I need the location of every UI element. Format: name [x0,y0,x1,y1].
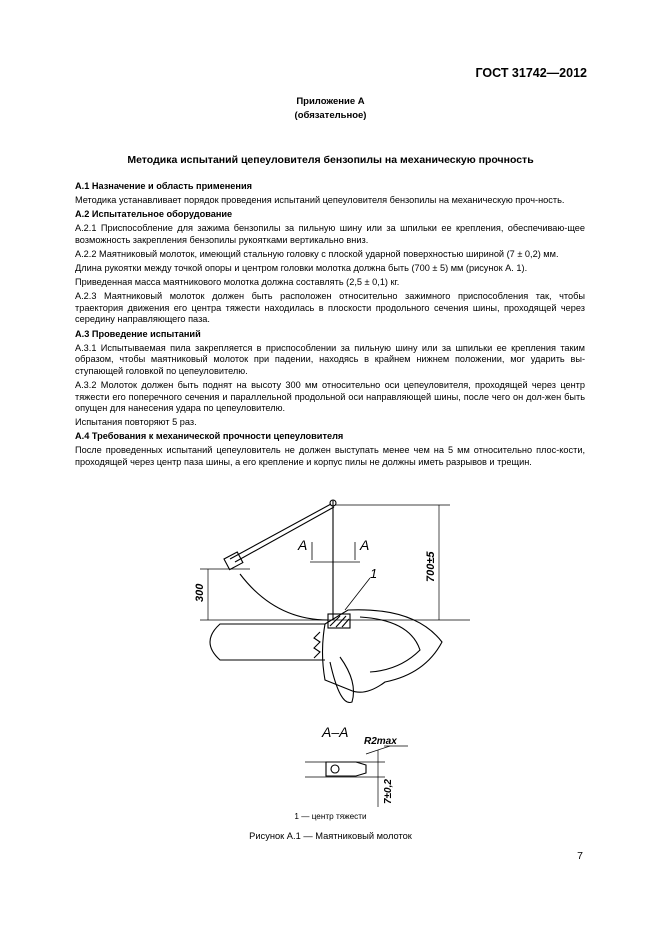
section-a2-heading: А.2 Испытательное оборудование [75,209,233,220]
paragraph: Методика устанавливает порядок проведения испытаний цепеуловителя бензопилы на механическую проч-ность. [75,195,565,206]
paragraph: А.3.2 Молоток должен быть поднят на высоту 300 мм относительно оси цепеуловителя, проходящей через центр тяжести его поперечного сечения и параллельной продольной оси направляющей шины, после чего он дол-жен быть опущен для нанесения удара по цепеуловителю. [75,379,585,414]
paragraph: Длина рукоятки между точкой опоры и центром головки молотка должна быть (700 ± 5) мм (рисунок А. 1). [75,263,528,274]
label-300: 300 [194,583,206,602]
paragraph: А.2.1 Приспособление для зажима бензопилы за пильную шину или за шпильки ее крепления, обеспечиваю-щее возможность закрепления бензопилы рукоятками вертикально вниз. [75,223,585,245]
document-title: Методика испытаний цепеуловителя бензопилы на механическую прочность [127,154,534,166]
appendix-status: (обязательное) [294,110,367,121]
section-mark-left: А [298,537,308,553]
appendix-title: Приложение А [296,96,365,107]
hammer-head-section [326,762,366,776]
callout-1: 1 [370,566,378,581]
paragraph: А.2.2 Маятниковый молоток, имеющий стальную головку с плоской ударной поверхностью шириной (7 ± 0,2) мм. [75,248,559,259]
page-number: 7 [577,850,583,862]
document-body [75,181,585,471]
swing-arc [240,574,328,620]
appendix-header [0,95,661,123]
radius-label: R2max [364,736,397,747]
hammer-handle [230,504,331,559]
section-hole [331,765,339,773]
paragraph: А.3.1 Испытываемая пила закрепляется в приспособлении за пильную шину или за шпильки ее крепления таким образом, чтобы маятниковый молоток при падении, находясь в крайнем нижнем положении, мог ударить вы-ступающей головкой по цепеуловителю. [75,342,585,376]
paragraph: Испытания повторяют 5 раз. [75,417,197,428]
pendulum-hammer-drawing [180,492,480,812]
figure-caption: Рисунок А.1 — Маятниковый молоток [249,831,412,841]
paragraph: После проведенных испытаний цепеуловитель не должен выступать менее чем на 5 мм относительно плос-кости, проходящей через центр паза шины, а его крепление и корпус пилы не должны иметь разрывов и трещин. [75,445,585,467]
paragraph: А.2.3 Маятниковый молоток должен быть расположен относительно зажимного приспособления так, чтобы траектория движения его центра тяжести находилась в плоскости продольного сечения шины, проходящей через середину направляющего паза. [75,291,585,325]
standard-number: ГОСТ 31742—2012 [475,66,587,80]
figure-a1 [180,492,480,817]
section-a1-heading: А.1 Назначение и область применения [75,181,252,191]
label-700: 700±5 [425,551,437,582]
saw-handle [330,657,354,703]
guide-bar [210,624,325,660]
figure-legend: 1 — центр тяжести [294,812,367,821]
section-mark-right: А [360,537,370,553]
width-label: 7±0,2 [383,779,394,804]
hammer-head [224,552,243,570]
section-a3-heading: А.3 Проведение испытаний [75,328,201,339]
section-a4-heading: А.4 Требования к механической прочности цепеуловителя [75,431,344,442]
section-label: А–А [322,724,349,740]
paragraph: Приведенная масса маятникового молотка должна составлять (2,5 ± 0,1) кг. [75,277,400,288]
